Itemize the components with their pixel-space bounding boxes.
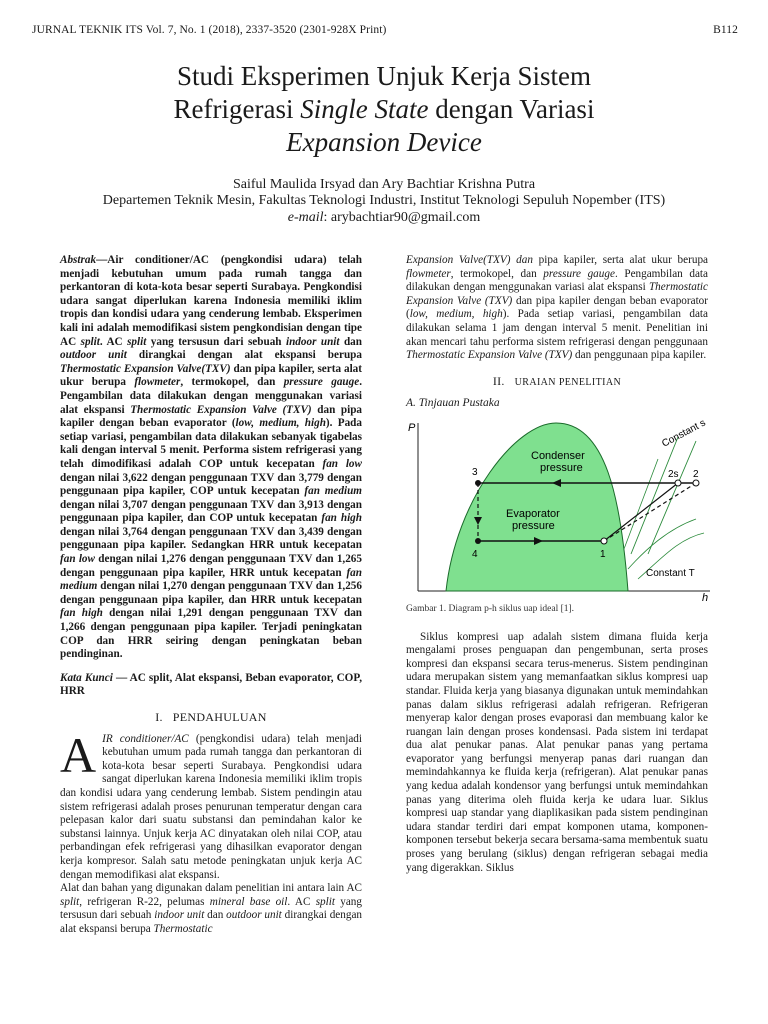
h-axis-label: h bbox=[702, 591, 709, 604]
state-point-4 bbox=[475, 538, 481, 544]
condenser-label-line-2: pressure bbox=[540, 461, 583, 474]
left-column bbox=[60, 254, 362, 937]
authors: Saiful Maulida Irsyad dan Ary Bachtiar Krishna Putra bbox=[232, 177, 536, 192]
figure-caption: Gambar 1. Diagram p-h siklus uap ideal [1]. bbox=[406, 603, 575, 614]
ph-diagram-figure bbox=[406, 417, 712, 604]
condenser-label-line-1: Condenser bbox=[531, 449, 585, 462]
continued-paragraph: Expansion Valve(TXV) dan pipa kapiler, serta alat ukur berupa flowmeter, termokopel, dan pressure gauge. Pengambilan data dilakukan dengan menggunakan variasi alat ekspansi Thermostatic Expansion Valve (TXV) dan pipa kapiler dengan beban evaporator (low, medium, high). Pada setiap variasi, pengambilan data dilakukan selama 1 jam dengan interval 5 menit. Penelitian ini akan mencari tahu performa sistem refrigerasi dengan penggunaan Thermostatic Expansion Valve (TXV) dan penggunaan pipa kapiler. bbox=[406, 254, 708, 362]
state-point-2 bbox=[693, 480, 699, 486]
keywords: Kata Kunci — AC split, Alat ekspansi, Beban evaporator, COP, HRR bbox=[60, 671, 362, 698]
constant-s-line bbox=[631, 437, 678, 554]
affiliation: Departemen Teknik Mesin, Fakultas Teknologi Industri, Institut Teknologi Sepuluh Nopember (ITS) bbox=[102, 193, 666, 208]
subsection-heading: A. Tinjauan Pustaka bbox=[406, 397, 500, 410]
abstract: Abstrak—Air conditioner/AC (pengkondisi udara) telah menjadi kebutuhan umum pada rumah tangga dan perkantoran di kota-kota besar seperti Surabaya. Pengkondisi udara sangat diperlukan karena Indonesia memiliki iklim tropis dan kondisi udara yang cenderung lembab. Eksperimen kali ini adalah memodifikasi sistem pengkondisian dengan tipe AC split. AC split yang tersusun dari sebuah indoor unit dan outdoor unit dirangkai dengan alat ekspansi berupa Thermostatic Expansion Valve(TXV) dan pipa kapiler, serta alat ukur berupa flowmeter, termokopel, dan pressure gauge. Pengambilan data dilakukan dengan menggunakan variasi alat ekspansi Thermostatic Expansion Valve (TXV) dan pipa kapiler dengan beban evaporator (low, medium, high). Pada setiap variasi, pengambilan data dilakukan sebanyak tigabelas kali dengan interval 5 menit. Performa sistem refrigerasi yang telah dimodifikasi adalah COP untuk kecepatan fan low dengan nilai 3,622 dengan penggunaan TXV dan 3,779 dengan penggunaan pipa kapiler, COP untuk kecepatan fan medium dengan nilai 3,707 dengan penggunaan TXV dan 3,913 dengan penggunaan pipa kapiler, dan COP untuk kecepatan fan high dengan nilai 3,764 dengan penggunaan TXV dan 3,439 dengan penggunaan pipa kapiler. Sedangkan HRR untuk kecepatan fan low dengan nilai 1,276 dengan penggunaan TXV dan 1,265 dengan penggunaan pipa kapiler, HRR untuk kecepatan fan medium dengan nilai 1,270 dengan penggunaan TXV dan 1,256 dengan penggunaan pipa kapiler, dan HRR untuk kecepatan fan high dengan nilai 1,291 dengan penggunaan TXV dan 1,266 dengan penggunaan pipa kapiler. Terjadi peningkatan COP dan HRR seiring dengan peningkatan beban pendinginan. bbox=[60, 254, 363, 661]
evaporator-label-line-1: Evaporator bbox=[506, 507, 560, 520]
state-label-2: 2 bbox=[693, 468, 699, 480]
section-heading-introduction: I. PENDAHULUAN bbox=[155, 710, 267, 724]
saturation-dome bbox=[446, 423, 628, 591]
drop-cap: A bbox=[60, 726, 97, 783]
title-line-1: Studi Eksperimen Unjuk Kerja Sistem bbox=[177, 61, 591, 91]
email-line: e-mail: arybachtiar90@gmail.com bbox=[287, 210, 481, 225]
section-heading-methods: II. URAIAN PENELITIAN bbox=[492, 373, 622, 388]
intro-paragraph-2: Alat dan bahan yang digunakan dalam penelitian ini antara lain AC split, refrigeran R-22, pelumas mineral base oil. AC split yang tersusun dari sebuah indoor unit dan outdoor unit dirangkai dengan alat ekspansi berupa Thermostatic bbox=[60, 882, 363, 935]
title-line-3: Expansion Device bbox=[286, 127, 482, 157]
evaporator-label-line-2: pressure bbox=[512, 519, 555, 532]
state-point-1 bbox=[601, 538, 607, 544]
constant-s-label: Constant s bbox=[660, 417, 708, 450]
running-head bbox=[32, 24, 738, 40]
p-axis-label: P bbox=[408, 421, 416, 434]
constant-t-label: Constant T bbox=[646, 567, 695, 579]
journal-citation: JURNAL TEKNIK ITS Vol. 7, No. 1 (2018), 2337-3520 (2301-928X Print) bbox=[32, 24, 387, 36]
state-point-3 bbox=[475, 480, 481, 486]
constant-t-curve bbox=[628, 519, 696, 569]
state-label-3: 3 bbox=[472, 466, 478, 478]
paper-title bbox=[0, 60, 768, 159]
title-line-2: Refrigerasi Single State dengan Variasi bbox=[173, 94, 595, 124]
page-number: B112 bbox=[713, 24, 738, 36]
state-point-2s bbox=[675, 480, 681, 486]
state-label-4: 4 bbox=[472, 548, 478, 560]
state-label-2s: 2s bbox=[668, 468, 679, 480]
right-column bbox=[406, 254, 708, 875]
state-label-1: 1 bbox=[600, 548, 606, 560]
body-paragraph-cycle: Siklus kompresi uap adalah sistem dimana fluida kerja mengalami proses penguapan dan pengembunan, serta proses kompresi dan ekspansi secara terus-menerus. Sistem pendinginan udara merupakan sistem yang memanfaatkan siklus kompresi uap standar. Fluida kerja yang biasanya digunakan untuk memindahkan panas dalam siklus refrigerasi adalah refrigeran. Refrigeran menyerap kalor dengan proses evaporasi dan membuang kalor ke ruangan lain dengan proses kondensasi. Pada sistem ini terdapat dua alat penukar panas. Alat penukar panas yang pertama evaporator yang berfungsi menyerap panas dari ruangan dan memindahkannya ke fluida kerja (refrigeran). Alat penukar panas yang kedua adalah kondensor yang berfungsi untuk memindahkan panas yang diterima oleh fluida kerja ke udara luar. Siklus kompresi uap standar yang diaplikasikan pada sistem pendinginan udara standar terdiri dari empat komponen utama, komponen-komponen tersebut bekerja secara bersama-sama membentuk suatu proses yang berulang (siklus) dengan refrigeran sebagai media yang digerakkan. Siklus bbox=[406, 630, 708, 874]
ph-diagram bbox=[406, 417, 712, 604]
intro-paragraph-1: AIR conditioner/AC (pengkondisi udara) telah menjadi kebutuhan umum pada rumah tangga dan perkantoran di kota-kota besar seperti Surabaya. Pengkondisi udara sangat diperlukan karena Indonesia memiliki iklim tropis dan kondisi udara yang cenderung lembab. Sistem pendingin atau sistem refrigerasi adalah proses penurunan temperatur dengan cara pelepasan kalor dari suatu substansi dan pemindahan kalor ke substansi lainnya. Unjuk kerja AC dinyatakan oleh nilai COP, atau perbandingan efek refrigerasi yang dihasilkan evaporator dengan kerja kompresor. Salah satu metode peningkatan unjuk kerja AC dengan memodifikasi alat ekspansi. bbox=[60, 726, 363, 881]
constant-s-line bbox=[624, 459, 658, 549]
